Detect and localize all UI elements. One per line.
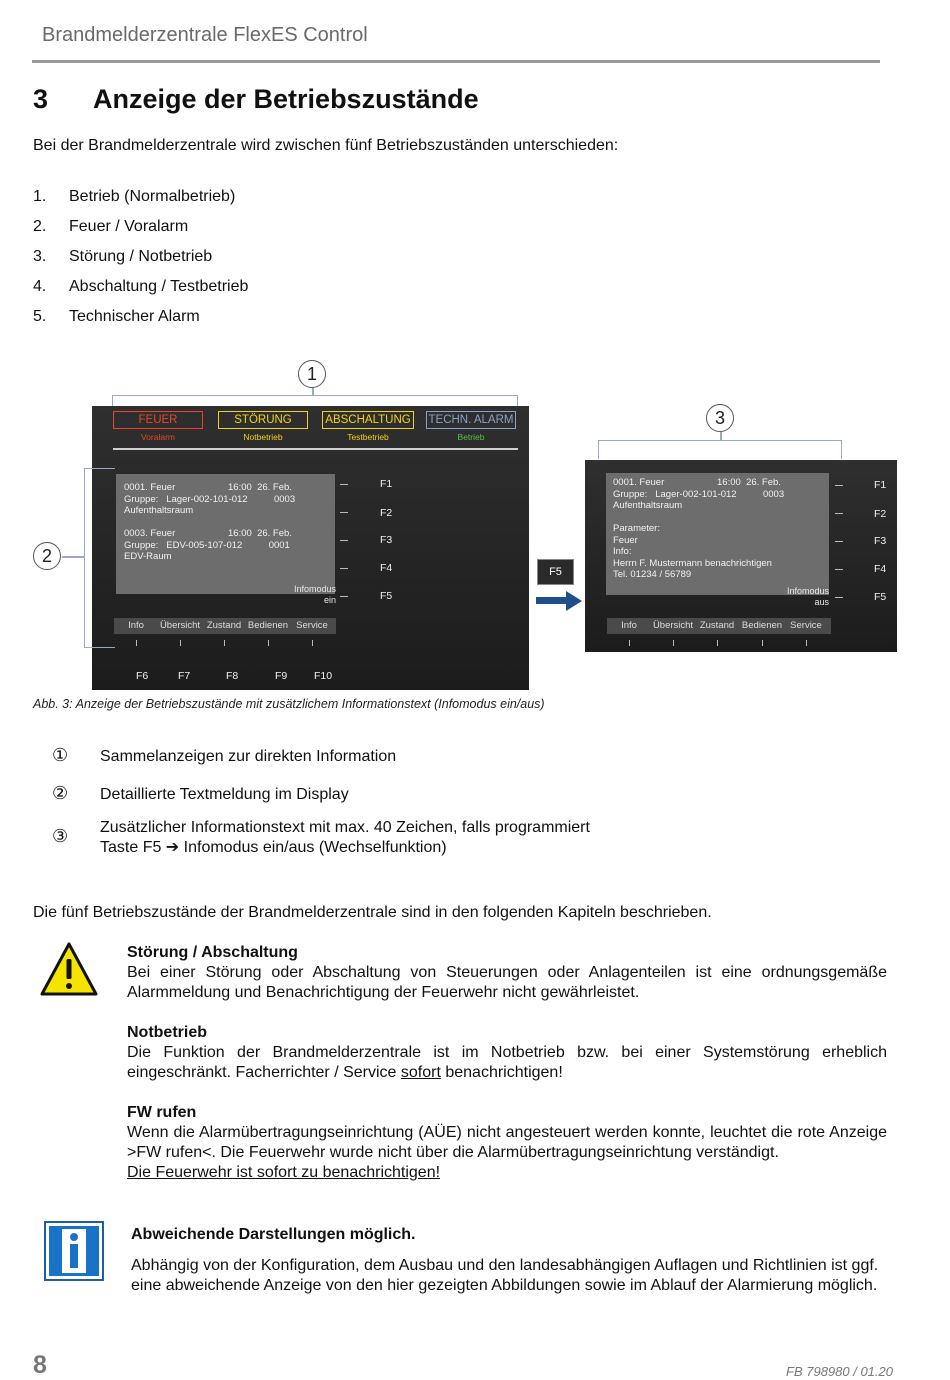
f8-key[interactable]: F8 bbox=[226, 670, 239, 682]
tab-info[interactable]: Info bbox=[128, 620, 144, 631]
f5-key[interactable]: F5 bbox=[874, 591, 887, 603]
fkey-tick bbox=[340, 484, 348, 485]
legend-text-1: Sammelanzeigen zur direkten Information bbox=[100, 748, 397, 765]
arrow-shaft bbox=[536, 597, 566, 604]
list-item-number: 2. bbox=[33, 218, 47, 235]
callout-2-leader bbox=[62, 556, 84, 558]
list-item: Feuer / Voralarm bbox=[69, 218, 189, 235]
f10-key[interactable]: F10 bbox=[314, 670, 333, 682]
f6-key[interactable]: F6 bbox=[136, 670, 149, 682]
warning-title: Notbetrieb bbox=[127, 1024, 207, 1041]
warning-fw-rufen bbox=[127, 1103, 887, 1183]
page-number: 8 bbox=[33, 1351, 47, 1379]
tab-tick bbox=[673, 640, 674, 646]
warning-notbetrieb bbox=[127, 1023, 887, 1083]
warning-text: Bei einer Störung oder Abschaltung von Steuerungen oder Anlagenteilen ist eine ordnungsgemäße Alarmmeldung und Benachrichtigung der Feuerwehr nicht gewährleistet. bbox=[127, 964, 887, 1001]
list-item-number: 4. bbox=[33, 278, 47, 295]
header-rule bbox=[32, 60, 880, 63]
f2-key[interactable]: F2 bbox=[380, 507, 393, 519]
screen-line bbox=[124, 517, 335, 529]
f5-toggle-button[interactable] bbox=[537, 559, 574, 585]
tab-uebersicht[interactable]: Übersicht bbox=[159, 620, 201, 631]
list-item-number: 3. bbox=[33, 248, 47, 265]
status-feuer: FEUER bbox=[113, 411, 203, 429]
tab-tick bbox=[136, 640, 137, 646]
fkey-tick bbox=[340, 596, 348, 597]
f1-key[interactable]: F1 bbox=[874, 479, 887, 491]
list-item: Abschaltung / Testbetrieb bbox=[69, 278, 249, 295]
display-panel-left bbox=[92, 406, 529, 690]
document-reference: FB 798980 / 01.20 bbox=[786, 1364, 893, 1379]
tab-tick bbox=[629, 640, 630, 646]
chapters-note: Die fünf Betriebszustände der Brandmelderzentrale sind in den folgenden Kapiteln beschrieben. bbox=[33, 904, 712, 921]
legend-text-2: Detaillierte Textmeldung im Display bbox=[100, 786, 349, 803]
tab-zustand[interactable]: Zustand bbox=[206, 620, 242, 631]
tab-service[interactable]: Service bbox=[296, 620, 328, 631]
callout-3-leader bbox=[720, 432, 722, 440]
right-infomodus bbox=[777, 586, 829, 608]
legend-symbol-1: ① bbox=[52, 745, 69, 765]
tab-tick bbox=[268, 640, 269, 646]
fkey-tick bbox=[340, 512, 348, 513]
status-stoerung-sub: Notbetrieb bbox=[243, 432, 283, 442]
screen-line: Herrn F. Mustermann benachrichtigen bbox=[613, 557, 772, 569]
screen-line: Info: bbox=[613, 546, 632, 557]
fkey-tick bbox=[835, 597, 843, 598]
fkey-tick bbox=[340, 568, 348, 569]
status-techn-alarm-sub: Betrieb bbox=[457, 432, 485, 442]
tab-bedienen[interactable]: Bedienen bbox=[741, 620, 783, 631]
running-header: Brandmelderzentrale FlexES Control bbox=[42, 24, 368, 46]
screen-line: Aufenthaltsraum bbox=[613, 500, 683, 511]
warning-text-underlined: Die Feuerwehr ist sofort zu benachrichtigen! bbox=[127, 1164, 441, 1181]
legend-symbol-3: ③ bbox=[52, 826, 69, 846]
tab-tick bbox=[806, 640, 807, 646]
fkey-tick bbox=[835, 513, 843, 514]
tab-tick bbox=[312, 640, 313, 646]
screen-line: Gruppe: EDV-005-107-012 0001 bbox=[124, 539, 290, 551]
callout-1: 1 bbox=[298, 360, 326, 388]
info-title: Abweichende Darstellungen möglich. bbox=[131, 1226, 416, 1243]
status-abschaltung: ABSCHALTUNG bbox=[322, 411, 414, 429]
warning-text-part: Die Funktion der Brandmelderzentrale ist im Notbetrieb bzw. bei einer Systemstörung erheblich eingeschränkt. Facherrichter / Service bbox=[127, 1044, 887, 1081]
list-item: Störung / Notbetrieb bbox=[69, 248, 213, 265]
warning-title: FW rufen bbox=[127, 1104, 197, 1121]
infomodus-label: Infomodus bbox=[293, 584, 336, 594]
fkey-tick bbox=[835, 569, 843, 570]
callout-3: 3 bbox=[706, 404, 734, 432]
callout-1-bracket bbox=[112, 395, 518, 406]
chapter-number: 3 bbox=[33, 84, 49, 114]
tab-tick bbox=[717, 640, 718, 646]
f9-key[interactable]: F9 bbox=[275, 670, 288, 682]
screen-line: Parameter: bbox=[613, 523, 660, 534]
f3-key[interactable]: F3 bbox=[874, 535, 887, 547]
arrow-right-icon bbox=[566, 591, 582, 611]
fkey-tick bbox=[340, 540, 348, 541]
status-stoerung: STÖRUNG bbox=[218, 411, 308, 429]
screen-line bbox=[613, 512, 829, 524]
status-abschaltung-sub: Testbetrieb bbox=[347, 432, 389, 442]
list-item: Betrieb (Normalbetrieb) bbox=[69, 188, 236, 205]
fkey-tick bbox=[835, 541, 843, 542]
screen-line: Aufenthaltsraum bbox=[124, 505, 194, 516]
list-item-number: 1. bbox=[33, 188, 47, 205]
warning-text-underlined: sofort bbox=[400, 1064, 441, 1081]
figure-caption: Abb. 3: Anzeige der Betriebszustände mit zusätzlichem Informationstext (Infomodus ein/aus) bbox=[33, 697, 545, 711]
status-divider bbox=[113, 448, 518, 450]
left-infomodus bbox=[282, 584, 336, 606]
tab-tick bbox=[762, 640, 763, 646]
callout-2-bracket bbox=[84, 468, 115, 648]
tab-info[interactable]: Info bbox=[621, 620, 637, 631]
legend-text-3-line1: Zusätzlicher Informationstext mit max. 40 Zeichen, falls programmiert bbox=[100, 819, 590, 836]
f7-key[interactable]: F7 bbox=[178, 670, 191, 682]
right-screen-text bbox=[606, 473, 829, 595]
f4-key[interactable]: F4 bbox=[874, 563, 887, 575]
f3-key[interactable]: F3 bbox=[380, 534, 393, 546]
tab-service[interactable]: Service bbox=[790, 620, 822, 631]
callout-2: 2 bbox=[33, 542, 61, 570]
tab-uebersicht[interactable]: Übersicht bbox=[652, 620, 694, 631]
intro-text: Bei der Brandmelderzentrale wird zwischen fünf Betriebszuständen unterschieden: bbox=[33, 137, 619, 154]
screen-line: Gruppe: Lager-002-101-012 0003 bbox=[124, 493, 296, 505]
status-feuer-sub: Voralarm bbox=[140, 432, 175, 442]
list-item: Technischer Alarm bbox=[69, 308, 200, 325]
warning-title: Störung / Abschaltung bbox=[127, 944, 298, 961]
screen-line: 0003. Feuer 16:00 26. Feb. bbox=[124, 528, 292, 539]
screen-line: EDV-Raum bbox=[124, 551, 172, 562]
screen-line: Tel. 01234 / 56789 bbox=[613, 569, 692, 580]
infomodus-state: ein bbox=[323, 595, 336, 605]
f1-key[interactable]: F1 bbox=[380, 478, 393, 490]
screen-line: Gruppe: Lager-002-101-012 0003 bbox=[613, 488, 785, 500]
warning-stoerung bbox=[127, 943, 887, 1003]
info-text: Abhängig von der Konfiguration, dem Ausbau und den landesabhängigen Auflagen und Richtlinien ist ggf. eine abweichende Anzeige von den hier gezeigten Abbildungen sowie im Ablauf der Alarmierung möglich. bbox=[131, 1257, 879, 1294]
display-panel-right bbox=[585, 460, 897, 652]
warning-triangle-icon bbox=[39, 941, 99, 997]
legend-text-3-line2: Taste F5 ➔ Infomodus ein/aus (Wechselfunktion) bbox=[100, 839, 447, 856]
left-screen-text bbox=[116, 474, 335, 594]
fkey-tick bbox=[835, 485, 843, 486]
tab-tick bbox=[180, 640, 181, 646]
infomodus-state: aus bbox=[814, 597, 829, 607]
screen-line: Feuer bbox=[613, 534, 638, 546]
info-icon bbox=[44, 1221, 104, 1281]
tab-zustand[interactable]: Zustand bbox=[699, 620, 735, 631]
screen-line: 0001. Feuer 16:00 26. Feb. bbox=[124, 482, 292, 493]
chapter-title: Anzeige der Betriebszustände bbox=[93, 84, 479, 114]
f4-key[interactable]: F4 bbox=[380, 562, 393, 574]
list-item-number: 5. bbox=[33, 308, 47, 325]
warning-text: Wenn die Alarmübertragungseinrichtung (AÜE) nicht angesteuert werden konnte, leuchtet die rote Anzeige >FW rufen<. Die Feuerwehr wurde nicht über die Alarmübertragungseinrichtung verständigt. bbox=[127, 1124, 887, 1161]
warning-text bbox=[127, 1043, 887, 1083]
callout-1-leader bbox=[312, 388, 314, 396]
screen-line: 0001. Feuer 16:00 26. Feb. bbox=[613, 477, 781, 488]
f2-key[interactable]: F2 bbox=[874, 508, 887, 520]
infomodus-label: Infomodus bbox=[786, 586, 829, 596]
f5-toggle-label: F5 bbox=[549, 566, 562, 578]
callout-3-bracket bbox=[598, 440, 842, 459]
tab-tick bbox=[224, 640, 225, 646]
f5-key[interactable]: F5 bbox=[380, 590, 393, 602]
warning-text-part: benachrichtigen! bbox=[440, 1064, 563, 1081]
status-techn-alarm: TECHN. ALARM bbox=[426, 411, 516, 429]
legend-text-3 bbox=[100, 818, 590, 858]
tab-bedienen[interactable]: Bedienen bbox=[247, 620, 289, 631]
legend-symbol-2: ② bbox=[52, 783, 69, 803]
